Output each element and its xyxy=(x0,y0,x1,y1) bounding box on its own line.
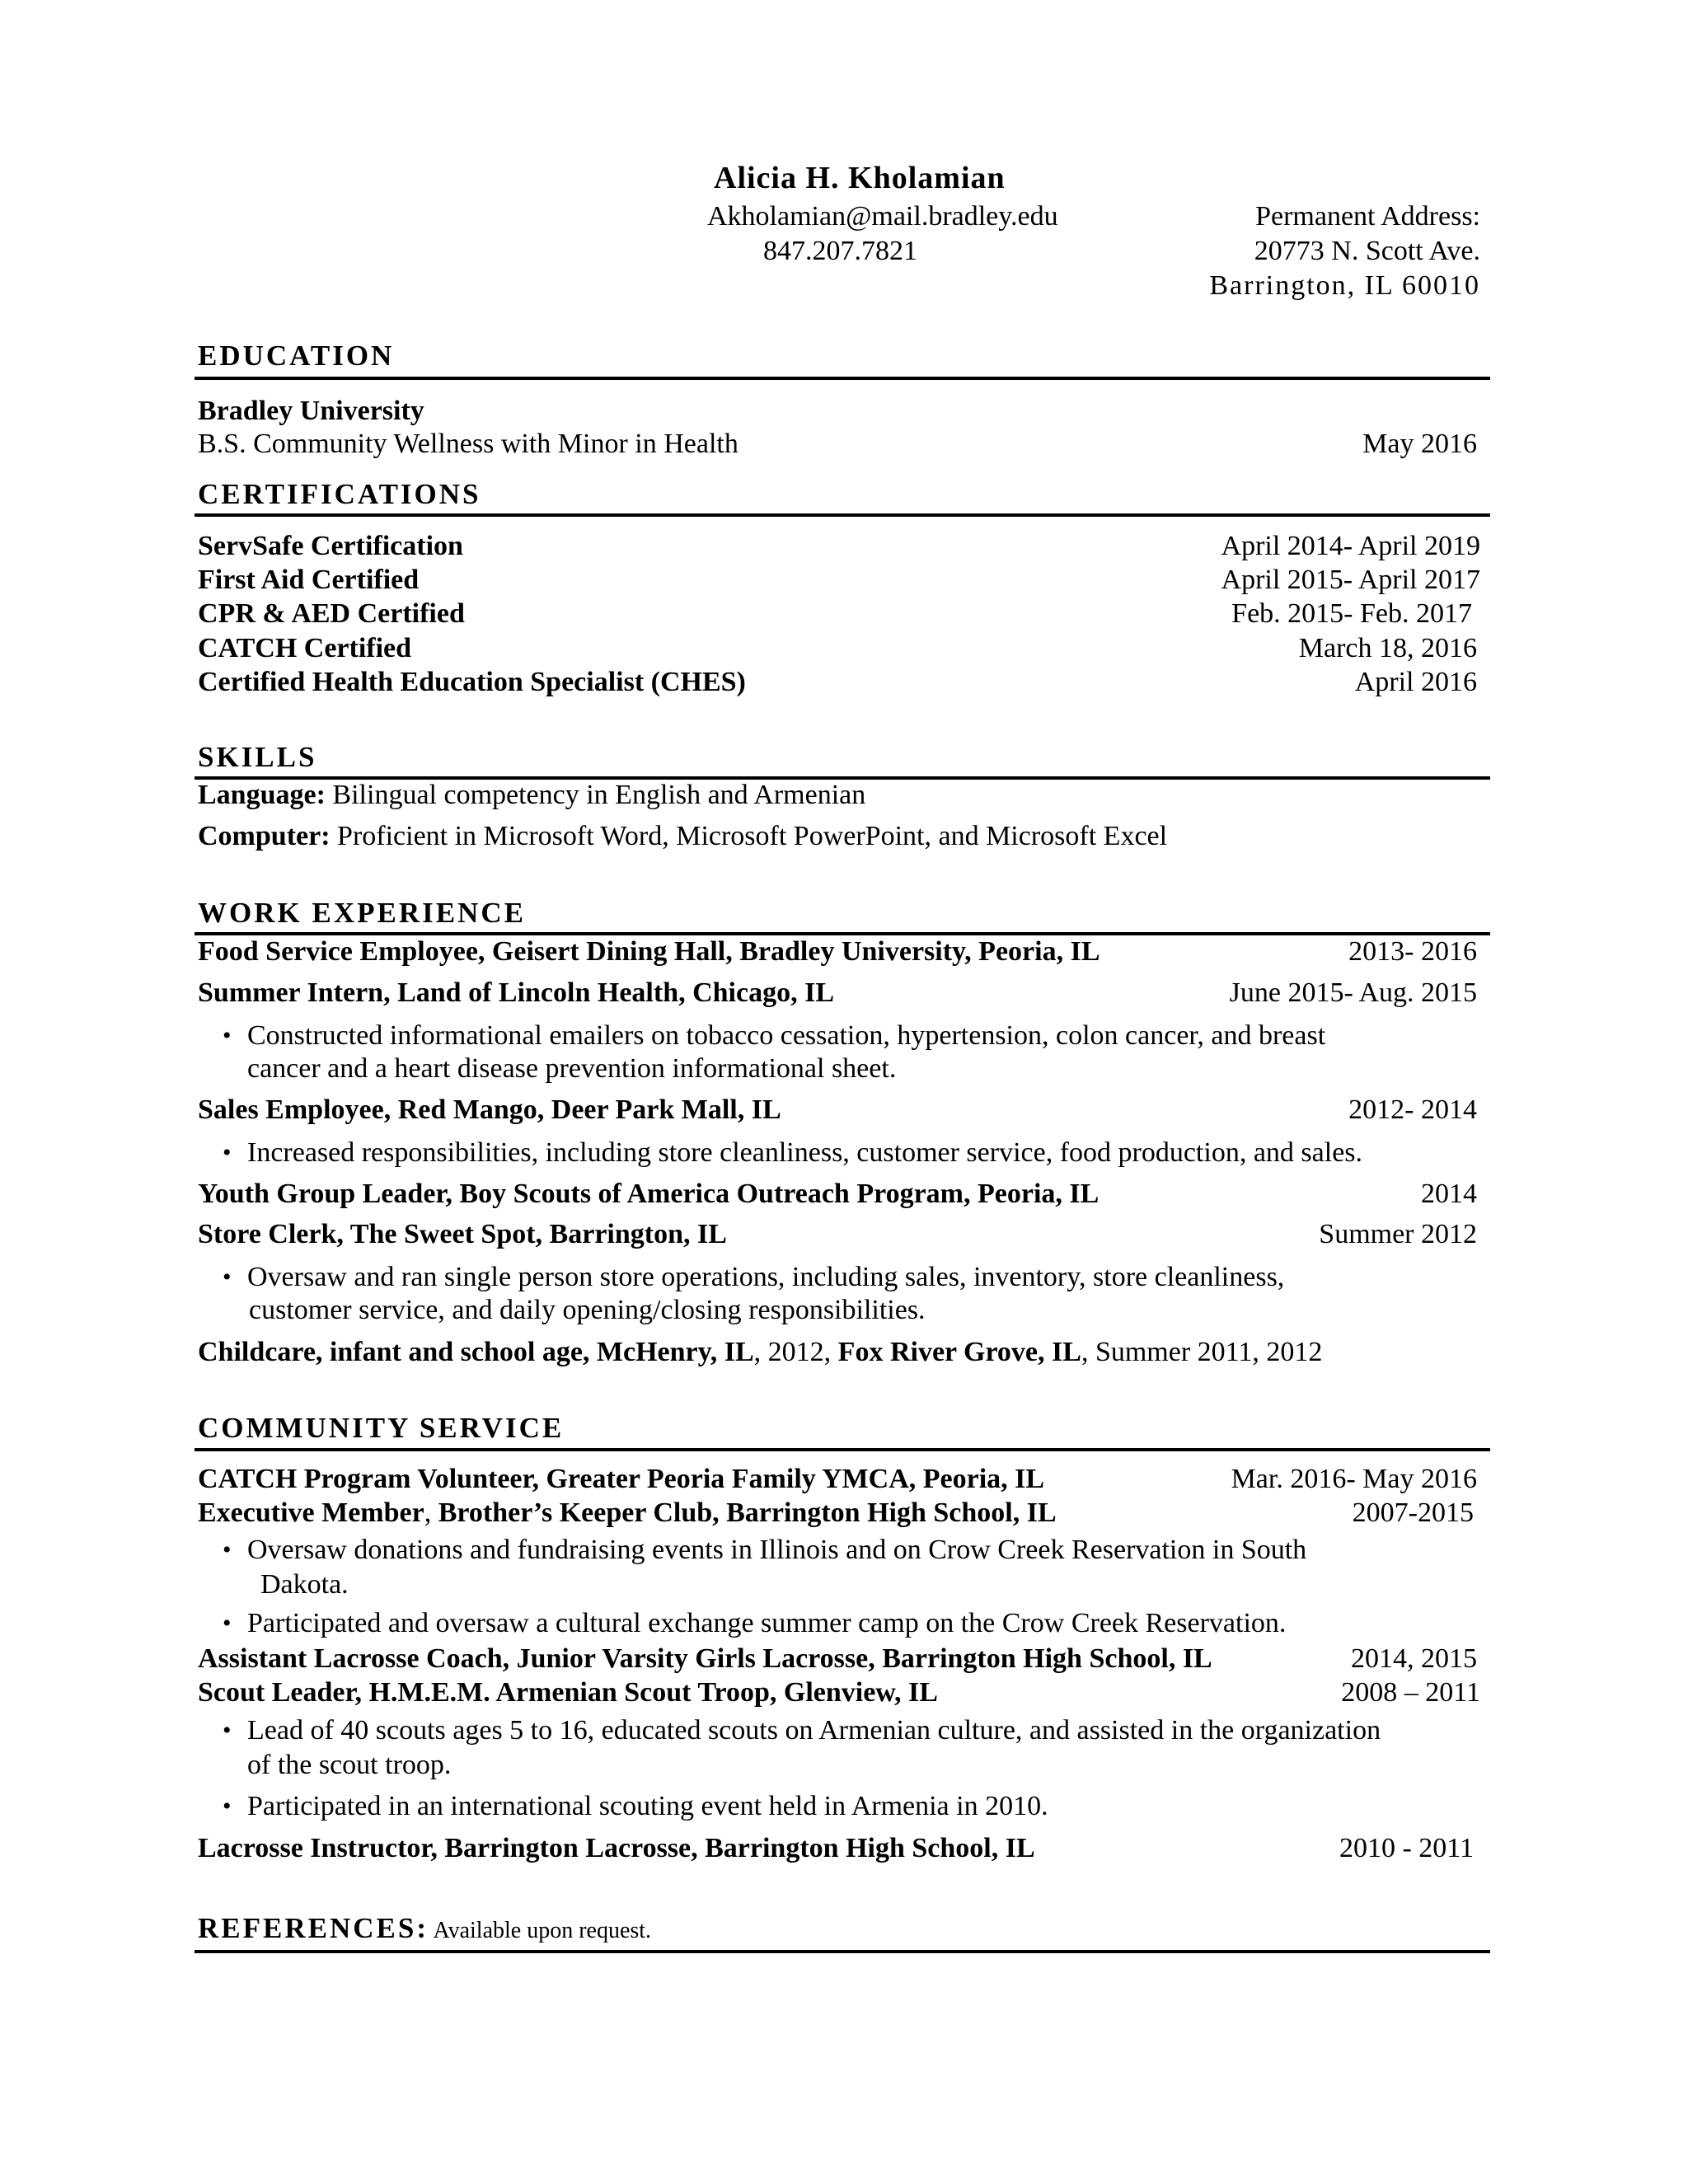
references-heading xyxy=(198,1912,651,1945)
job-date: 2012- 2014 xyxy=(1348,1094,1477,1125)
job-title: Food Service Employee, Geisert Dining Hall, Bradley University, Peoria, IL xyxy=(198,936,1100,967)
references-rule xyxy=(195,1950,1490,1953)
service-bullet: Lead of 40 scouts ages 5 to 16, educated scouts on Armenian culture, and assisted in the organization xyxy=(247,1715,1381,1746)
address-street: 20773 N. Scott Ave. xyxy=(1254,236,1480,266)
service-bullet: Participated and oversaw a cultural exchange summer camp on the Crow Creek Reservation. xyxy=(247,1608,1287,1638)
skills-heading: SKILLS xyxy=(198,741,317,773)
job-title: Sales Employee, Red Mango, Deer Park Mall, IL xyxy=(198,1094,781,1125)
skill-computer-label: Computer: xyxy=(198,821,331,851)
address-label: Permanent Address: xyxy=(1255,201,1480,232)
job-title: Summer Intern, Land of Lincoln Health, Chicago, IL xyxy=(198,977,835,1008)
service-title: Scout Leader, H.M.E.M. Armenian Scout Troop, Glenview, IL xyxy=(198,1677,938,1708)
service-bullet-cont: of the scout troop. xyxy=(247,1750,452,1780)
job-bullet: Constructed informational emailers on tobacco cessation, hypertension, colon cancer, and breast xyxy=(247,1020,1326,1051)
service-bullet: Participated in an international scouting event held in Armenia in 2010. xyxy=(247,1791,1048,1821)
service-title: CATCH Program Volunteer, Greater Peoria Family YMCA, Peoria, IL xyxy=(198,1464,1045,1494)
bullet-icon: • xyxy=(223,1793,232,1820)
address-city: Barrington, IL 60010 xyxy=(1209,270,1480,301)
job-bullet: Increased responsibilities, including store cleanliness, customer service, food production, and sales. xyxy=(247,1137,1363,1168)
service-date: 2007-2015 xyxy=(1352,1497,1474,1528)
service-title: Lacrosse Instructor, Barrington Lacrosse, Barrington High School, IL xyxy=(198,1833,1035,1863)
cert-date: March 18, 2016 xyxy=(1298,633,1477,663)
certifications-rule xyxy=(195,513,1490,517)
skill-language-label: Language: xyxy=(198,780,326,810)
service-date: 2008 – 2011 xyxy=(1341,1677,1480,1708)
service-title: Assistant Lacrosse Coach, Junior Varsity Girls Lacrosse, Barrington High School, IL xyxy=(198,1643,1212,1674)
work-heading: WORK EXPERIENCE xyxy=(198,897,526,929)
community-heading: COMMUNITY SERVICE xyxy=(198,1412,565,1444)
degree: B.S. Community Wellness with Minor in Health xyxy=(198,429,738,459)
skill-language-value: Bilingual competency in English and Armenian xyxy=(325,780,866,810)
job-date: June 2015- Aug. 2015 xyxy=(1229,977,1477,1008)
bullet-icon: • xyxy=(223,1717,232,1744)
job-date: 2013- 2016 xyxy=(1348,936,1477,967)
service-sep: , xyxy=(424,1497,438,1528)
job-date: Summer 2012 xyxy=(1319,1219,1477,1249)
education-rule xyxy=(195,377,1490,380)
skill-computer xyxy=(198,819,1167,854)
job-date: 2014 xyxy=(1421,1179,1477,1209)
bullet-icon: • xyxy=(223,1022,232,1049)
candidate-name: Alicia H. Kholamian xyxy=(714,161,1006,195)
childcare-location: Fox River Grove, IL xyxy=(837,1337,1081,1367)
service-role: Executive Member xyxy=(198,1497,424,1528)
certifications-heading: CERTIFICATIONS xyxy=(198,478,481,510)
service-date: 2010 - 2011 xyxy=(1339,1833,1474,1863)
childcare-year: , 2012, xyxy=(753,1337,838,1367)
phone-number: 847.207.7821 xyxy=(763,236,917,266)
job-bullet: Oversaw and ran single person store operations, including sales, inventory, store cleanliness, xyxy=(247,1262,1285,1292)
childcare-years: , Summer 2011, 2012 xyxy=(1081,1337,1323,1367)
references-label: REFERENCES: xyxy=(198,1912,429,1944)
email-address[interactable]: Akholamian@mail.bradley.edu xyxy=(707,201,1058,232)
service-date: Mar. 2016- May 2016 xyxy=(1231,1464,1477,1494)
graduation-date: May 2016 xyxy=(1362,429,1477,459)
references-text: Available upon request. xyxy=(428,1918,652,1943)
skill-computer-value: Proficient in Microsoft Word, Microsoft PowerPoint, and Microsoft Excel xyxy=(330,821,1168,851)
cert-date: Feb. 2015- Feb. 2017 xyxy=(1231,598,1472,629)
service-org: Brother’s Keeper Club, Barrington High School, IL xyxy=(438,1497,1057,1528)
job-bullet-cont: customer service, and daily opening/closing responsibilities. xyxy=(249,1295,926,1325)
bullet-icon: • xyxy=(223,1263,232,1291)
cert-item: First Aid Certified xyxy=(198,565,420,595)
service-bullet: Oversaw donations and fundraising events in Illinois and on Crow Creek Reservation in South xyxy=(247,1535,1307,1565)
cert-date: April 2014- April 2019 xyxy=(1221,531,1480,561)
service-date: 2014, 2015 xyxy=(1351,1643,1477,1674)
school-name: Bradley University xyxy=(198,396,424,426)
childcare-line xyxy=(198,1335,1322,1370)
job-title: Store Clerk, The Sweet Spot, Barrington, IL xyxy=(198,1219,727,1249)
cert-date: April 2015- April 2017 xyxy=(1221,565,1480,595)
education-heading: EDUCATION xyxy=(198,340,395,372)
job-bullet-cont: cancer and a heart disease prevention informational sheet. xyxy=(247,1053,897,1084)
cert-item: CATCH Certified xyxy=(198,633,412,663)
community-rule xyxy=(195,1448,1490,1451)
bullet-icon: • xyxy=(223,1610,232,1637)
cert-date: April 2016 xyxy=(1354,667,1477,697)
childcare-title: Childcare, infant and school age, McHenry, IL xyxy=(198,1337,754,1367)
cert-item: CPR & AED Certified xyxy=(198,598,465,629)
skill-language xyxy=(198,778,865,813)
service-bullet-cont: Dakota. xyxy=(260,1569,349,1600)
bullet-icon: • xyxy=(223,1536,232,1563)
cert-item: Certified Health Education Specialist (CHES) xyxy=(198,667,746,697)
service-title xyxy=(198,1496,1057,1530)
job-title: Youth Group Leader, Boy Scouts of America Outreach Program, Peoria, IL xyxy=(198,1179,1100,1209)
bullet-icon: • xyxy=(223,1139,232,1166)
cert-item: ServSafe Certification xyxy=(198,531,463,561)
